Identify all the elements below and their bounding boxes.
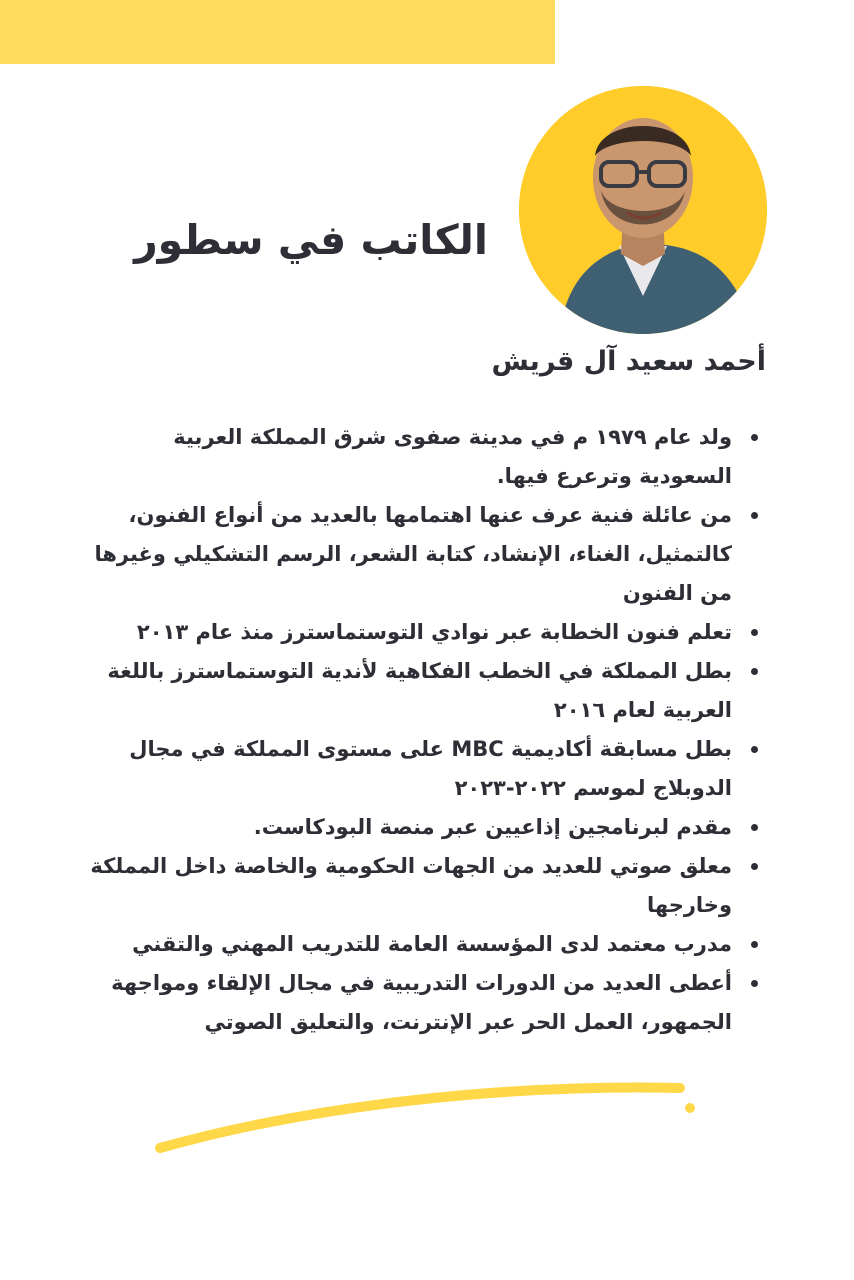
bio-item-trainer: مدرب معتمد لدى المؤسسة العامة للتدريب المهني والتقني xyxy=(78,925,732,964)
bio-item-courses: أعطى العديد من الدورات التدريبية في مجال الإلقاء ومواجهة الجمهور، العمل الحر عبر الإنترنت، والتعليق الصوتي xyxy=(78,964,732,1042)
bio-item-family: من عائلة فنية عرف عنها اهتمامها بالعديد من أنواع الفنون، كالتمثيل، الغناء، الإنشاد، كتابة الشعر، الرسم التشكيلي وغيرها من الفنون xyxy=(78,496,732,613)
bio-item-birth: ولد عام ١٩٧٩ م في مدينة صفوى شرق المملكة العربية السعودية وترعرع فيها. xyxy=(78,418,732,496)
bio-item-oratory: تعلم فنون الخطابة عبر نوادي التوستماسترز منذ عام ٢٠١٣ xyxy=(78,613,732,652)
author-name: أحمد سعيد آل قريش xyxy=(491,346,766,377)
bio-list xyxy=(78,418,768,1042)
top-decorative-band xyxy=(0,0,555,64)
decorative-swoosh xyxy=(150,1072,710,1172)
bio-item-podcast: مقدم لبرنامجين إذاعيين عبر منصة البودكاست. xyxy=(78,808,732,847)
page-heading: الكاتب في سطور xyxy=(134,216,488,264)
author-portrait-illustration xyxy=(519,86,767,334)
bio-item-humor-champion: بطل المملكة في الخطب الفكاهية لأندية التوستماسترز باللغة العربية لعام ٢٠١٦ xyxy=(78,652,732,730)
bio-item-voiceover: معلق صوتي للعديد من الجهات الحكومية والخاصة داخل المملكة وخارجها xyxy=(78,847,732,925)
author-portrait xyxy=(519,86,767,334)
bio-item-mbc-champion: بطل مسابقة أكاديمية MBC على مستوى المملكة في مجال الدوبلاج لموسم ٢٠٢٢-٢٠٢٣ xyxy=(78,730,732,808)
